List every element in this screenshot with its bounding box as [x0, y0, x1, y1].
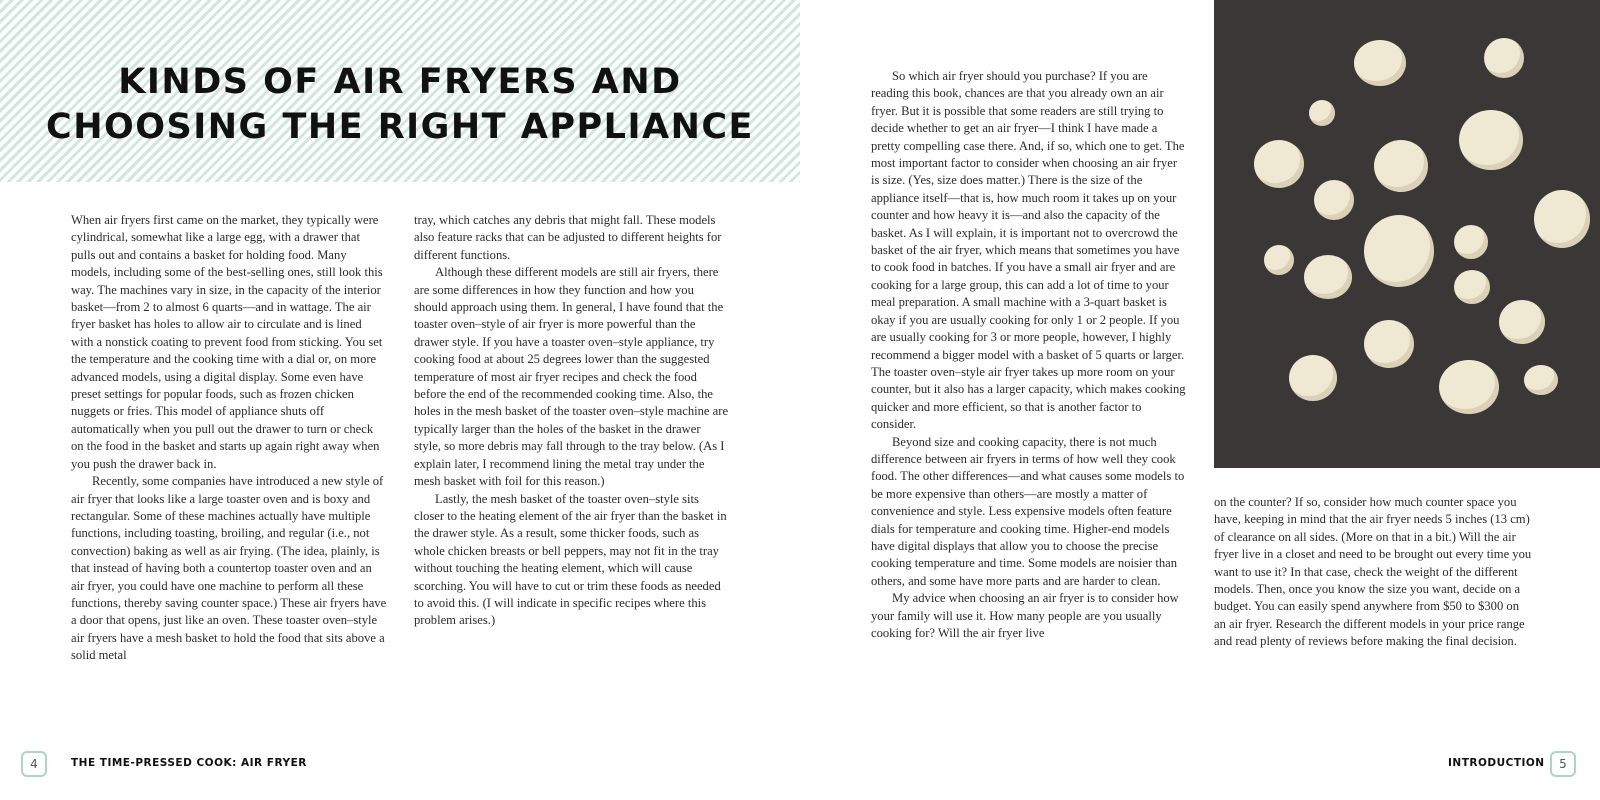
cauliflower-floret [1354, 40, 1406, 86]
cauliflower-floret [1364, 320, 1414, 368]
cauliflower-floret [1499, 300, 1545, 344]
paragraph: Recently, some companies have introduced a new style of air fryer that looks like a large toaster oven and is boxy and rectangular. Some of these machines actually have multiple functions, including toasting, broiling, and regular (i.e., not convection) baking as well as air frying. (The idea, plainly, is that instead of having both a countertop toaster oven and an air fryer, you could have one machine to perform all these functions, thereby saving counter space.) These air fryers have a door that opens, just like an oven. These toaster oven–style air fryers have a mesh basket to hold the food that sits above a solid metal [71, 474, 387, 663]
paragraph: When air fryers first came on the market, they typically were cylindrical, somewhat like a large egg, with a drawer that pulls out and contains a basket for holding food. Many models, including some of the best-selling ones, still look this way. The machines vary in size, in the capacity of the interior basket—from 2 to almost 6 quarts—and in wattage. The air fryer basket has holes to allow air to circulate and is lined with a nonstick coating to prevent food from sticking. You set the temperature and the cooking time with a dial or, on more advanced models, using a digital display. Some even have preset settings for popular foods, such as frozen chicken nuggets or fries. This model of appliance shuts off automatically when you pull out the drawer to turn or check on the food in the basket and starts up again right away when you push the drawer back in. [71, 213, 383, 471]
paragraph: Although these different models are still air fryers, there are some differences in how they function and how you should approach using them. In general, I have found that the toaster oven–style of air fryer is more powerful than the drawer style. If you have a toaster oven–style appliance, try cooking food at about 25 degrees lower than the suggested temperature of most air fryer recipes and check the food before the end of the recommended cooking time. Also, the holes in the mesh basket of the toaster oven–style machine are typically larger than the holes of the basket in the drawer style, so more debris may fall through to the tray below. (As I explain later, I recommend lining the metal tray under the mesh basket with foil for this reason.) [414, 265, 729, 489]
cauliflower-floret [1374, 140, 1428, 192]
cauliflower-floret [1264, 245, 1294, 275]
cauliflower-floret [1289, 355, 1337, 401]
paragraph: Lastly, the mesh basket of the toaster oven–style sits closer to the heating element of the air fryer than the basket in the drawer style. As a result, some thicker foods, such as whole chicken breasts or bell peppers, may not fit in the tray without touching the heating element, which will cause scorching. You will have to cut or trim these foods as needed to avoid this. (I will indicate in specific recipes where this problem arises.) [414, 491, 727, 628]
page-number-left: 4 [21, 751, 47, 777]
cauliflower-floret [1439, 360, 1499, 414]
cauliflower-floret [1454, 270, 1490, 304]
paragraph: My advice when choosing an air fryer is to consider how your family will use it. How many people are you usually cooking for? Will the air fryer live [871, 591, 1179, 640]
cauliflower-floret [1309, 100, 1335, 126]
cauliflower-floret [1534, 190, 1590, 248]
cauliflower-floret [1524, 365, 1558, 395]
running-title-right: INTRODUCTION [1448, 757, 1545, 769]
cauliflower-floret [1459, 110, 1523, 170]
paragraph: on the counter? If so, consider how much counter space you have, keeping in mind that the air fryer needs 5 inches (13 cm) of clearance on all sides. (More on that in a bit.) Will the air fryer live in a closet and need to be brought out every time you want to use it? In that case, check the weight of the different models. Then, once you know the size you want, decide on a budget. You can easily spend anywhere from $50 to $300 on an air fryer. Research the different models in your price range and read plenty of reviews before making the final decision. [1214, 495, 1532, 649]
cauliflower-floret [1304, 255, 1352, 299]
running-title-left: THE TIME-PRESSED COOK: AIR FRYER [71, 757, 307, 769]
page-title [0, 60, 800, 150]
cauliflower-floret [1314, 180, 1354, 220]
title-line-2: CHOOSING THE RIGHT APPLIANCE [46, 107, 754, 147]
paragraph: So which air fryer should you purchase? If you are reading this book, chances are that you already own an air fryer. But it is possible that some readers are still trying to decide whether to get an air fryer—I think I have made a pretty compelling case there. And, if so, which one to get. The most important factor to consider when choosing an air fryer is size. (Yes, size does matter.) There is the size of the appliance itself—that is, how much room it takes up on your counter and how heavy it is—and also the capacity of the basket. As I will explain, it is important not to overcrowd the basket of the air fryer, which means that sometimes you have to cook food in batches. If you have a small air fryer and are cooking for a large group, this can add a lot of time to your meal preparation. A small machine with a 3-quart basket is okay if you are usually cooking for only 1 or 2 people. If you are usually cooking for 3 or more people, however, I highly recommend a bigger model with a basket of 5 quarts or larger. The toaster oven–style air fryer takes up more room on your counter, but it also has a larger capacity, which makes cooking quicker and more efficient, so that is another factor to consider. [871, 69, 1186, 432]
cauliflower-floret [1254, 140, 1304, 188]
right-page-column-2 [1214, 494, 1532, 651]
title-line-1: KINDS OF AIR FRYERS AND [118, 62, 682, 102]
left-page-column-1 [71, 212, 387, 665]
paragraph: Beyond size and cooking capacity, there is not much difference between air fryers in terms of how well they cook food. The other differences—and what causes some models to be more expensive than others—are mostly a matter of convenience and style. Less expensive models often feature dials for temperature and cooking time. Higher-end models have digital displays that allow you to choose the precise cooking temperature and time. Some models are noisier than others, and some have more parts and are harder to clean. [871, 434, 1185, 588]
paragraph: tray, which catches any debris that might fall. These models also feature racks that can be adjusted to different heights for different functions. [414, 213, 722, 262]
cauliflower-floret [1364, 215, 1434, 287]
cauliflower-photo [1214, 0, 1600, 468]
cauliflower-floret [1484, 38, 1524, 78]
left-page-column-2 [414, 212, 730, 630]
cauliflower-floret [1454, 225, 1488, 259]
right-page-column-1 [871, 68, 1187, 642]
page-number-right: 5 [1550, 751, 1576, 777]
